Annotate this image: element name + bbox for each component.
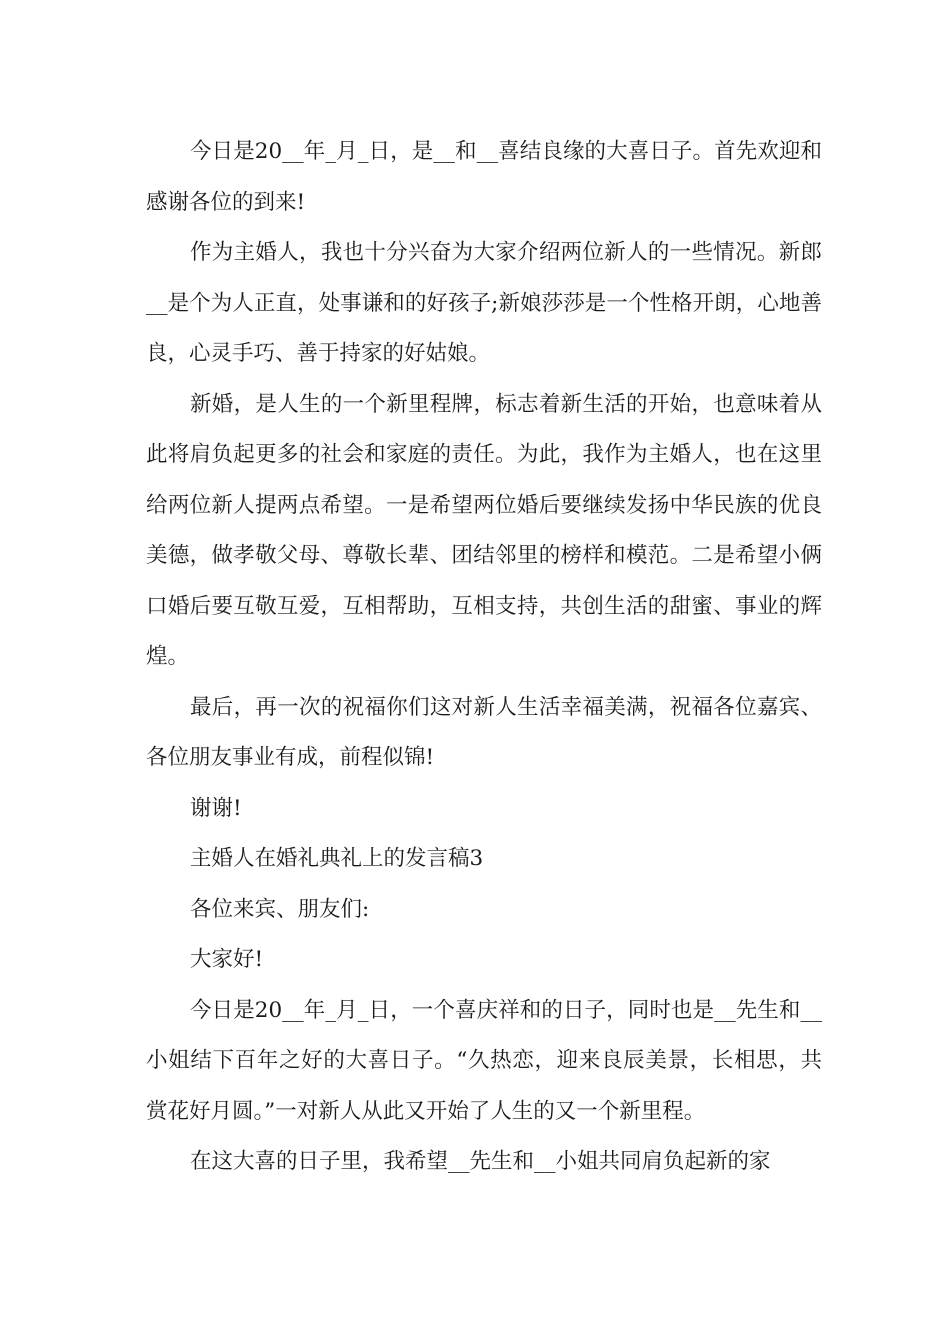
paragraph-closing-wishes: 最后，再一次的祝福你们这对新人生活幸福美满，祝福各位嘉宾、各位朋友事业有成，前程似锦! bbox=[146, 694, 822, 770]
section-heading: 主婚人在婚礼典礼上的发言稿3 bbox=[190, 846, 484, 871]
document-body bbox=[146, 127, 822, 1188]
paragraph-greeting: 大家好! bbox=[190, 947, 264, 972]
paragraph-opening: 今日是20__年_月_日，是__和__喜结良缘的大喜日子。首先欢迎和感谢各位的到来! bbox=[146, 139, 822, 215]
paragraph-thanks: 谢谢! bbox=[190, 795, 242, 821]
paragraph-date-intro: 今日是20__年_月_日，一个喜庆祥和的日子，同时也是__先生和__小姐结下百年之好的大喜日子。“久热恋，迎来良辰美景，长相思，共赏花好月圆。”一对新人从此又开始了人生的又一个新里程。 bbox=[146, 997, 822, 1124]
paragraph-wish-partial: 在这大喜的日子里，我希望__先生和__小姐共同肩负起新的家 bbox=[190, 1149, 771, 1174]
paragraph-introduction: 作为主婚人，我也十分兴奋为大家介绍两位新人的一些情况。新郎__是个为人正直，处事谦和的好孩子;新娘莎莎是一个性格开朗，心地善良，心灵手巧、善于持家的好姑娘。 bbox=[146, 240, 822, 366]
paragraph-salutation: 各位来宾、朋友们: bbox=[190, 896, 370, 922]
paragraph-hopes: 新婚，是人生的一个新里程牌，标志着新生活的开始，也意味着从此将肩负起更多的社会和家庭的责任。为此，我作为主婚人，也在这里给两位新人提两点希望。一是希望两位婚后要继续发扬中华民族的优良美德，做孝敬父母、尊敬长辈、团结邻里的榜样和模范。二是希望小俩口婚后要互敬互爱，互相帮助，互相支持，共创生活的甜蜜、事业的辉煌。 bbox=[146, 391, 822, 669]
